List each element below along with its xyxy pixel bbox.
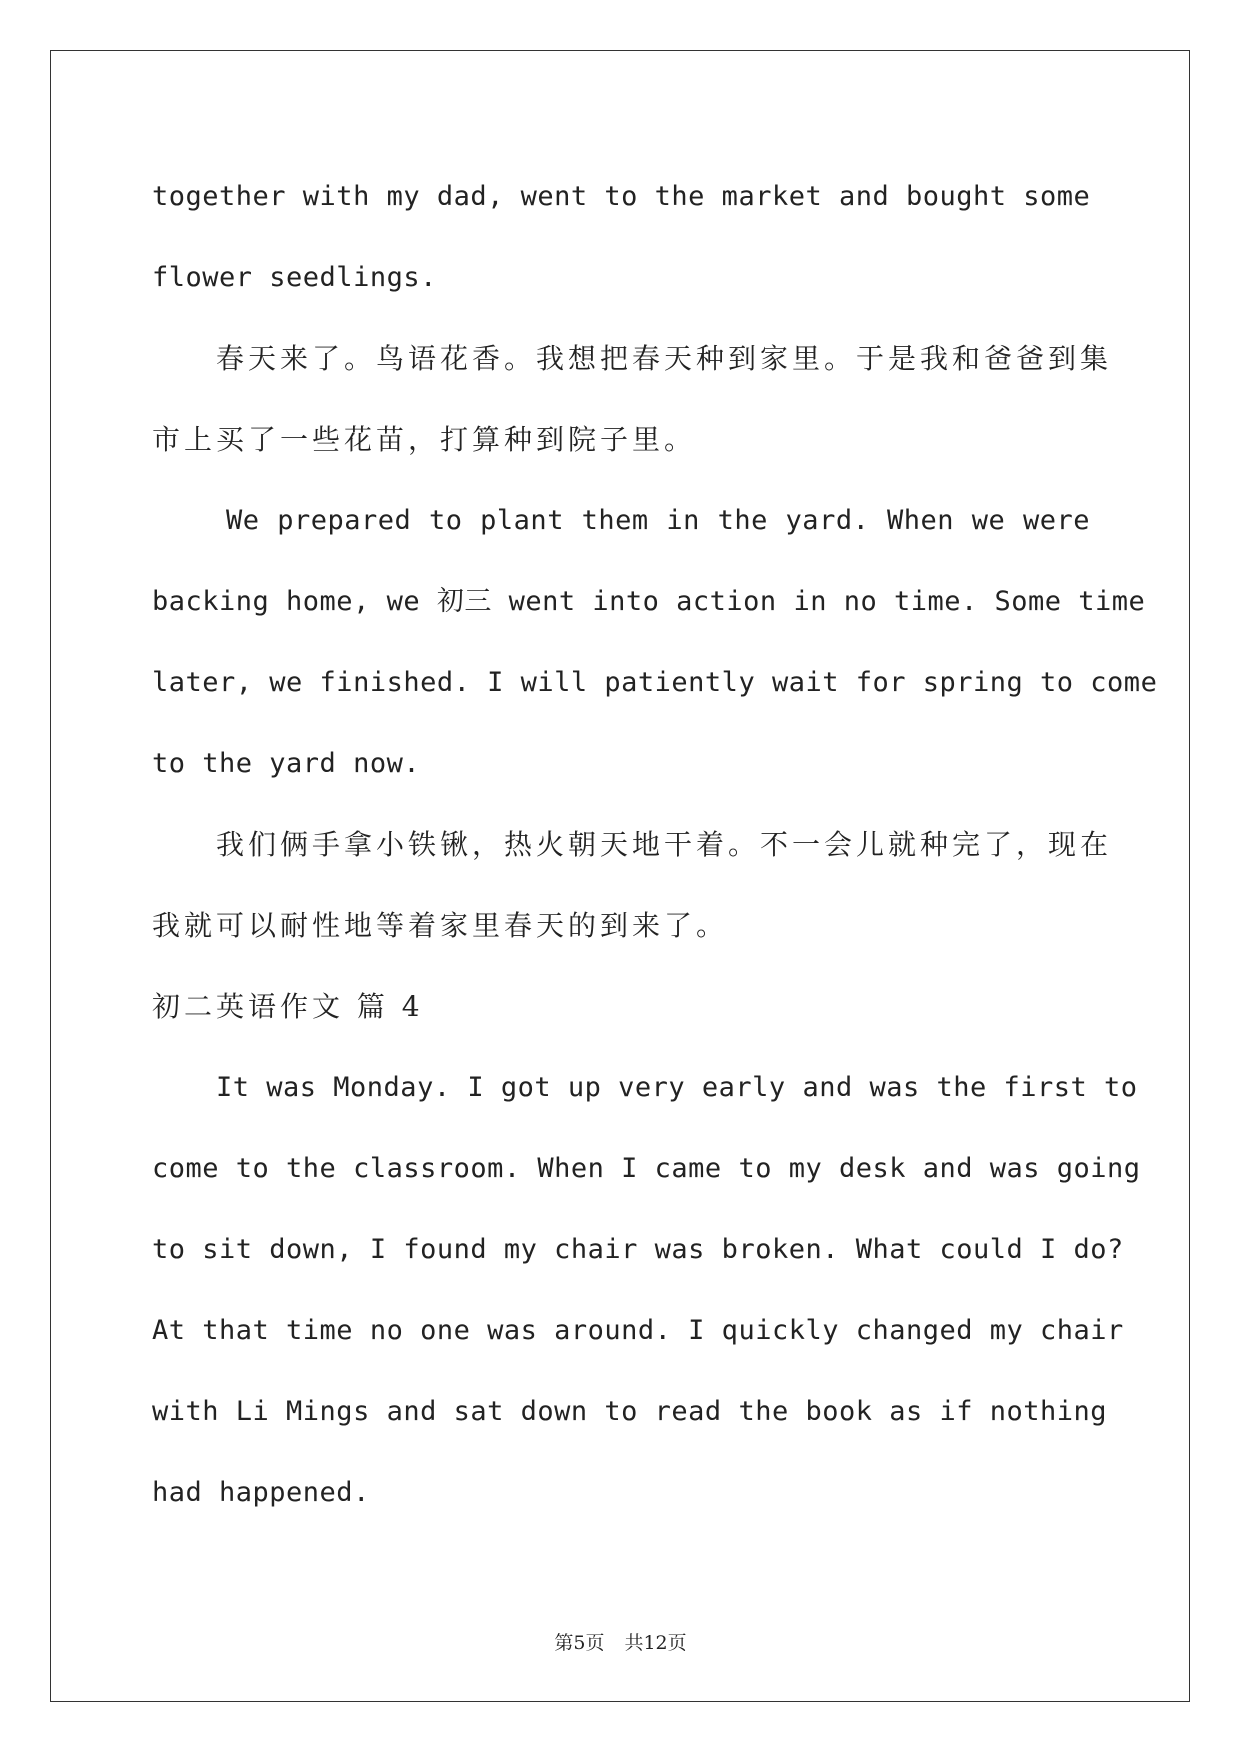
document-body — [152, 156, 1158, 1533]
paragraph-line: 市上买了一些花苗，打算种到院子里。 — [152, 423, 697, 456]
page-number: 第5页 — [554, 1632, 605, 1654]
paragraph-line: to sit down, I found my chair was broken. What could I do? — [152, 1234, 1124, 1265]
paragraph-line: It was Monday. I got up very early and was the first to — [216, 1072, 1138, 1103]
paragraph-line: come to the classroom. When I came to my desk and was going — [152, 1153, 1141, 1184]
paragraph-line: At that time no one was around. I quickly changed my chair — [152, 1315, 1124, 1346]
paragraph-line: together with my dad, went to the market and bought some — [152, 181, 1091, 212]
paragraph-line: flower seedlings. — [152, 262, 437, 293]
paragraph-line: 我们俩手拿小铁锹，热火朝天地干着。不一会儿就种完了，现在 — [216, 828, 1113, 861]
paragraph-line: had happened. — [152, 1477, 370, 1508]
paragraph-line: backing home, we 初三 went into action in no time. Some time — [152, 586, 1146, 617]
paragraph-line: 春天来了。鸟语花香。我想把春天种到家里。于是我和爸爸到集 — [216, 342, 1113, 375]
page-total: 共12页 — [624, 1632, 687, 1654]
page-footer — [0, 1628, 1241, 1655]
paragraph-line: We prepared to plant them in the yard. When we were — [226, 505, 1090, 536]
section-heading: 初二英语作文 篇 4 — [152, 990, 424, 1023]
paragraph-line: later, we finished. I will patiently wait for spring to come — [152, 667, 1158, 698]
paragraph-line: to the yard now. — [152, 748, 421, 779]
paragraph-line: with Li Mings and sat down to read the book as if nothing — [152, 1396, 1108, 1427]
paragraph-line: 我就可以耐性地等着家里春天的到来了。 — [152, 909, 729, 942]
